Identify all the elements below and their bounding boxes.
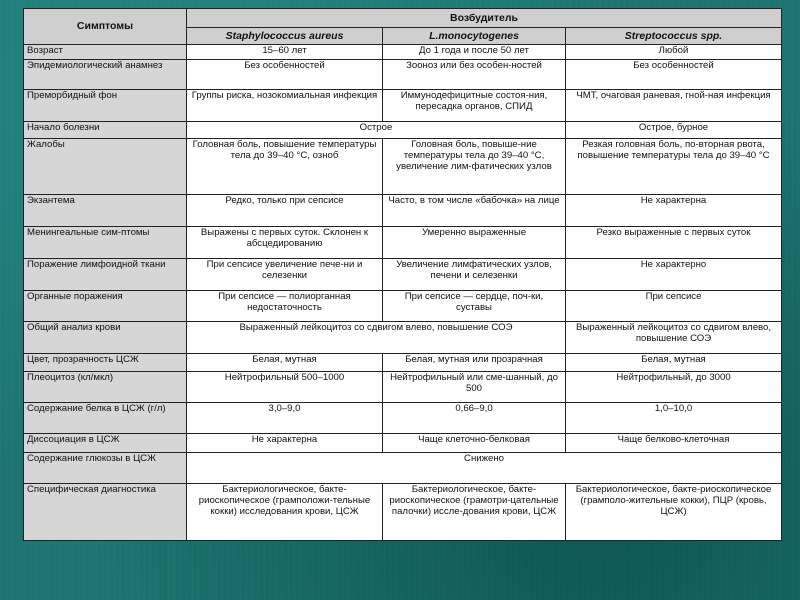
cell-listeria: Умеренно выраженные: [383, 227, 566, 259]
cell-streptococcus: Резко выраженные с первых суток: [566, 227, 782, 259]
cell-staphylococcus: 15–60 лет: [187, 45, 383, 60]
table-row-age: [24, 45, 782, 60]
cell-streptococcus: Резкая головная боль, по-вторная рвота, повышение температуры тела до 39–40 °С: [566, 139, 782, 195]
cell-staphylococcus-listeria: Выраженный лейкоцитоз со сдвигом влево, повышение СОЭ: [187, 322, 566, 354]
row-label: Возраст: [24, 45, 187, 60]
row-label: Специфическая диагностика: [24, 484, 187, 541]
row-label: Поражение лимфоидной ткани: [24, 259, 187, 291]
cell-all-pathogens: Снижено: [187, 453, 782, 484]
cell-listeria: При сепсисе — сердце, поч-ки, суставы: [383, 291, 566, 322]
table-row-csf-color: [24, 354, 782, 372]
header-pathogen-listeria: L.monocytogenes: [383, 28, 566, 45]
cell-streptococcus: Острое, бурное: [566, 122, 782, 139]
row-label: Общий анализ крови: [24, 322, 187, 354]
cell-staphylococcus: Группы риска, нозокомиальная инфекция: [187, 90, 383, 122]
row-label: Эпидемиологический анамнез: [24, 60, 187, 90]
cell-streptococcus: Не характерно: [566, 259, 782, 291]
cell-streptococcus: Бактериологическое, бакте-риоскопическое (грамполо-жительные кокки), ПЦР (кровь, ЦСЖ): [566, 484, 782, 541]
table-row-pleocytosis: [24, 372, 782, 403]
row-label: Содержание белка в ЦСЖ (г/л): [24, 403, 187, 434]
table-row-glucose: [24, 453, 782, 484]
table-row-epidemiology: [24, 60, 782, 90]
table-row-premorbid: [24, 90, 782, 122]
cell-streptococcus: Выраженный лейкоцитоз со сдвигом влево, повышение СОЭ: [566, 322, 782, 354]
cell-streptococcus: Не характерна: [566, 195, 782, 227]
cell-listeria: Бактериологическое, бакте-риоскопическое (грамотри-цательные палочки) иссле-дования крови, ЦСЖ: [383, 484, 566, 541]
table-row-onset: [24, 122, 782, 139]
header-pathogen: Возбудитель: [187, 9, 782, 28]
meningitis-comparison-table: [23, 8, 782, 541]
cell-staphylococcus: Без особенностей: [187, 60, 383, 90]
row-label: Диссоциация в ЦСЖ: [24, 434, 187, 453]
row-label: Цвет, прозрачность ЦСЖ: [24, 354, 187, 372]
cell-listeria: Иммунодефицитные состоя-ния, пересадка органов, СПИД: [383, 90, 566, 122]
table-row-dissociation: [24, 434, 782, 453]
table-row-exanthema: [24, 195, 782, 227]
table-row-specific-diagnostics: [24, 484, 782, 541]
cell-listeria: Белая, мутная или прозрачная: [383, 354, 566, 372]
header-symptoms: Симптомы: [24, 9, 187, 45]
row-label: Преморбидный фон: [24, 90, 187, 122]
row-label: Экзантема: [24, 195, 187, 227]
cell-listeria: 0,66–9,0: [383, 403, 566, 434]
cell-streptococcus: ЧМТ, очаговая раневая, гной-ная инфекция: [566, 90, 782, 122]
cell-listeria: До 1 года и после 50 лет: [383, 45, 566, 60]
table-row-complaints: [24, 139, 782, 195]
cell-streptococcus: Нейтрофильный, до 3000: [566, 372, 782, 403]
header-pathogen-streptococcus: Streptococcus spp.: [566, 28, 782, 45]
cell-listeria: Зооноз или без особен-ностей: [383, 60, 566, 90]
cell-staphylococcus-listeria: Острое: [187, 122, 566, 139]
cell-streptococcus: Чаще белково-клеточная: [566, 434, 782, 453]
cell-listeria: Часто, в том числе «бабочка» на лице: [383, 195, 566, 227]
cell-staphylococcus: Редко, только при сепсисе: [187, 195, 383, 227]
row-label: Содержание глюкозы в ЦСЖ: [24, 453, 187, 484]
cell-staphylococcus: 3,0–9,0: [187, 403, 383, 434]
header-pathogen-staphylococcus: Staphylococcus aureus: [187, 28, 383, 45]
cell-listeria: Увеличение лимфатических узлов, печени и селезенки: [383, 259, 566, 291]
row-label: Начало болезни: [24, 122, 187, 139]
table-row-protein: [24, 403, 782, 434]
cell-listeria: Нейтрофильный или сме-шанный, до 500: [383, 372, 566, 403]
cell-streptococcus: Любой: [566, 45, 782, 60]
table-row-organ: [24, 291, 782, 322]
cell-staphylococcus: Нейтрофильный 500–1000: [187, 372, 383, 403]
row-label: Органные поражения: [24, 291, 187, 322]
cell-streptococcus: Без особенностей: [566, 60, 782, 90]
table-row-lymphoid: [24, 259, 782, 291]
header-row-top: [24, 9, 782, 28]
cell-staphylococcus: Выражены с первых суток. Склонен к абсцедированию: [187, 227, 383, 259]
cell-streptococcus: 1,0–10,0: [566, 403, 782, 434]
cell-staphylococcus: Не характерна: [187, 434, 383, 453]
row-label: Менингеальные сим-птомы: [24, 227, 187, 259]
row-label: Жалобы: [24, 139, 187, 195]
cell-staphylococcus: Белая, мутная: [187, 354, 383, 372]
table-row-blood: [24, 322, 782, 354]
cell-listeria: Головная боль, повыше-ние температуры тела до 39–40 °С, увеличение лим-фатических узлов: [383, 139, 566, 195]
cell-listeria: Чаще клеточно-белковая: [383, 434, 566, 453]
row-label: Плеоцитоз (кл/мкл): [24, 372, 187, 403]
cell-staphylococcus: Бактериологическое, бакте-риоскопическое (грамположи-тельные кокки) исследования крови, ЦСЖ: [187, 484, 383, 541]
table-row-meningeal: [24, 227, 782, 259]
cell-staphylococcus: При сепсисе увеличение пече-ни и селезенки: [187, 259, 383, 291]
cell-staphylococcus: Головная боль, повышение температуры тела до 39–40 °С, озноб: [187, 139, 383, 195]
cell-staphylococcus: При сепсисе — полиорганная недостаточность: [187, 291, 383, 322]
table-body: [24, 45, 782, 541]
cell-streptococcus: Белая, мутная: [566, 354, 782, 372]
table-header: [24, 9, 782, 45]
cell-streptococcus: При сепсисе: [566, 291, 782, 322]
